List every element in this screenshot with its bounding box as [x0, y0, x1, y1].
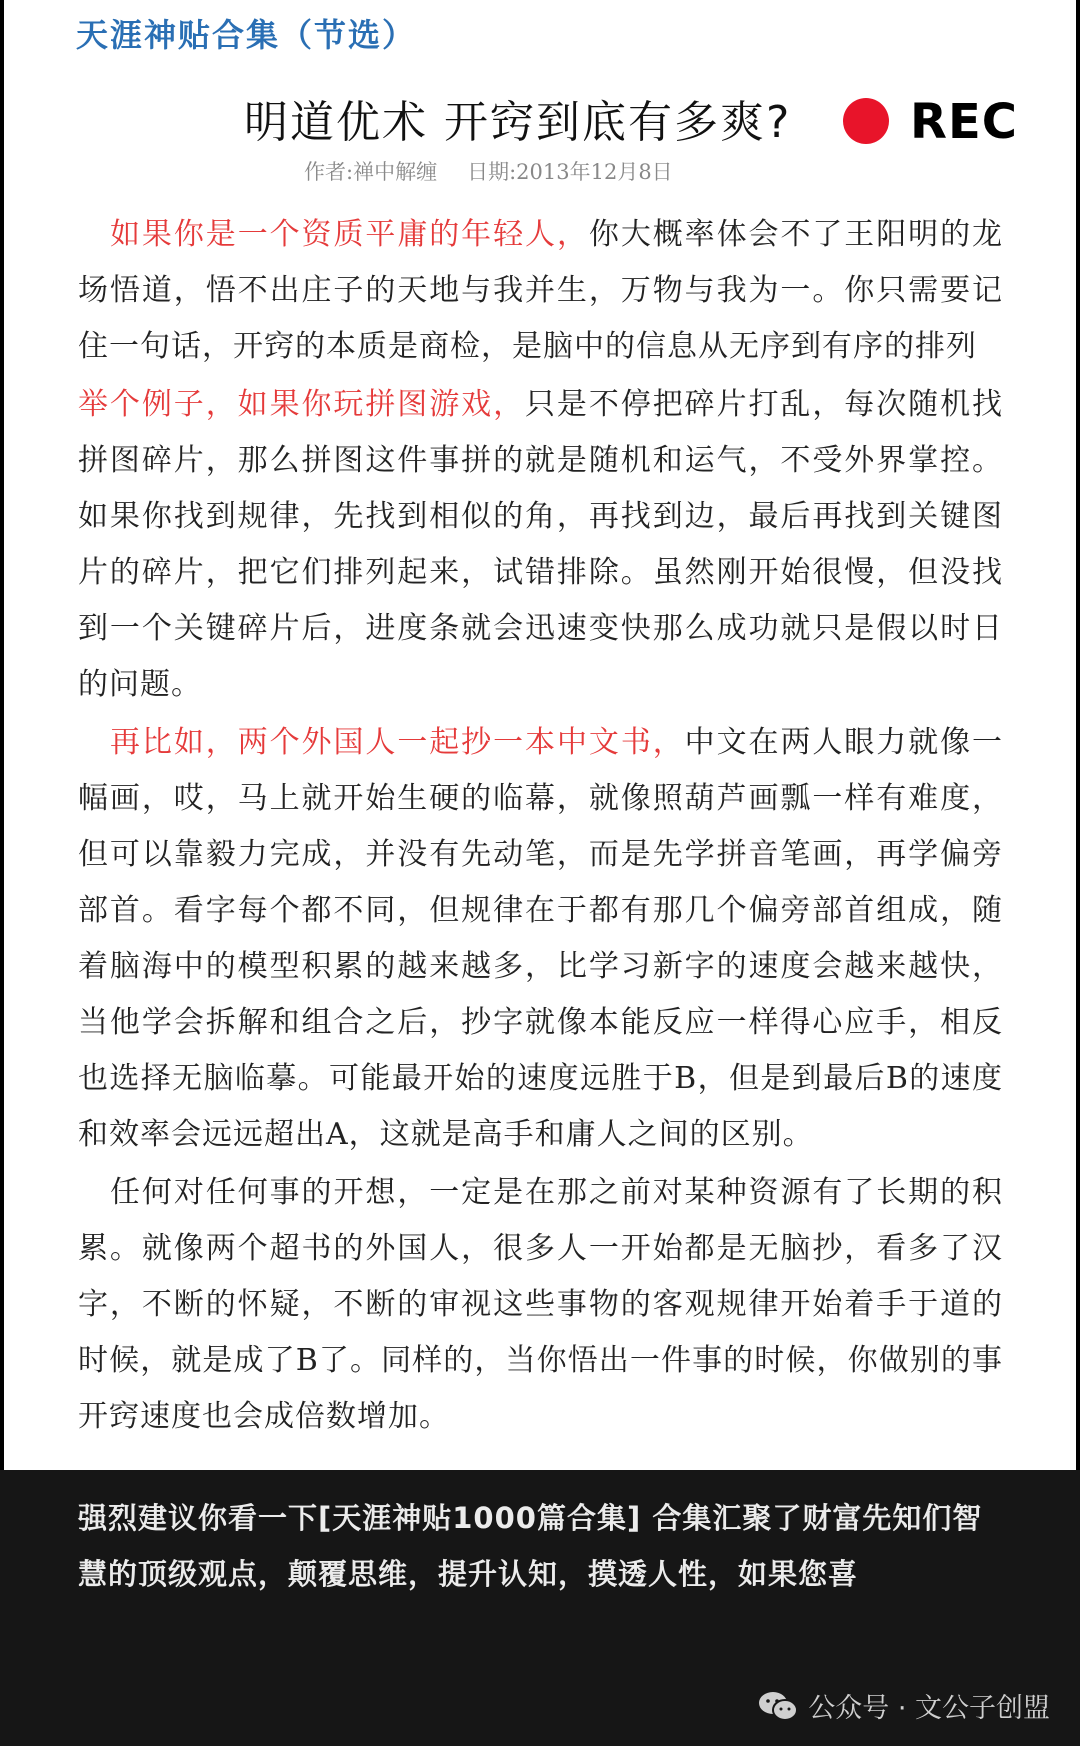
left-border	[0, 0, 4, 1470]
byline	[304, 156, 673, 186]
highlight-text: 再比如，两个外国人一起抄一本中文书，	[110, 725, 685, 760]
paragraph-text: 任何对任何事的开想，一定是在那之前对某种资源有了长期的积累。就像两个超书的外国人，很多人一开始都是无脑抄，看多了汉字，不断的怀疑，不断的审视这些事物的客观规律开始着手于道的时候，就是成了B了。同样的，当你悟出一件事的时候，你做别的事开窍速度也会成倍数增加。	[78, 1175, 1003, 1434]
author: 作者:禅中解缠	[304, 160, 438, 184]
watermark	[758, 1686, 1050, 1725]
right-border	[1076, 0, 1080, 1470]
series-title: 天涯神贴合集（节选）	[76, 16, 417, 54]
paragraph-text: 中文在两人眼力就像一幅画，哎，马上就开始生硬的临幕，就像照葫芦画瓢一样有难度，但可以靠毅力完成，并没有先动笔，而是先学拼音笔画，再学偏旁部首。看字每个都不同，但规律在于都有那几个偏旁部首组成，随着脑海中的模型积累的越来越多，比学习新字的速度会越来越快，当他学会拆解和组合之后，抄字就像本能反应一样得心应手，相反也选择无脑临摹。可能最开始的速度远胜于B，但是到最后B的速度和效率会远远超出A，这就是高手和庸人之间的区别。	[78, 725, 1004, 1152]
paragraph-text: 只是不停把碎片打乱，每次随机找拼图碎片，那么拼图这件事拼的就是随机和运气，不受外界掌控。如果你找到规律，先找到相似的角，再找到边，最后再找到关键图片的碎片，把它们排列起来，试错排除。虽然刚开始很慢，但没找到一个关键碎片后，进度条就会迅速变快那么成功就只是假以时日的问题。	[78, 387, 1003, 702]
watermark-text: 公众号 · 文公子创盟	[808, 1693, 1050, 1724]
promo-text: 强烈建议你看一下[天涯神贴1000篇合集] 合集汇聚了财富先知们智慧的顶级观点，颠覆思维，提升认知，摸透人性，如果您喜	[78, 1501, 983, 1591]
highlight-text: 如果你是一个资质平庸的年轻人，	[110, 217, 589, 252]
paragraph-text: 你大概率体会不了王阳明的龙场悟道，悟不出庄子的天地与我并生，万物与我为一。你只需要记住一句话，开窍的本质是商检，是脑中的信息从无序到有序的排列	[78, 217, 1004, 364]
article-title: 明道优术 开窍到底有多爽?	[244, 97, 792, 148]
paragraph-1	[78, 207, 1003, 375]
record-dot-icon	[843, 98, 889, 144]
article-body	[78, 207, 1003, 1447]
paragraph-2	[78, 377, 1003, 713]
wechat-icon	[758, 1690, 798, 1722]
rec-label: REC	[910, 94, 1018, 150]
publish-date: 日期:2013年12月8日	[467, 160, 673, 184]
paragraph-3	[78, 715, 1003, 1163]
promo-band	[0, 1470, 1080, 1746]
paragraph-4	[78, 1165, 1003, 1445]
highlight-text: 举个例子，如果你玩拼图游戏，	[78, 387, 525, 422]
